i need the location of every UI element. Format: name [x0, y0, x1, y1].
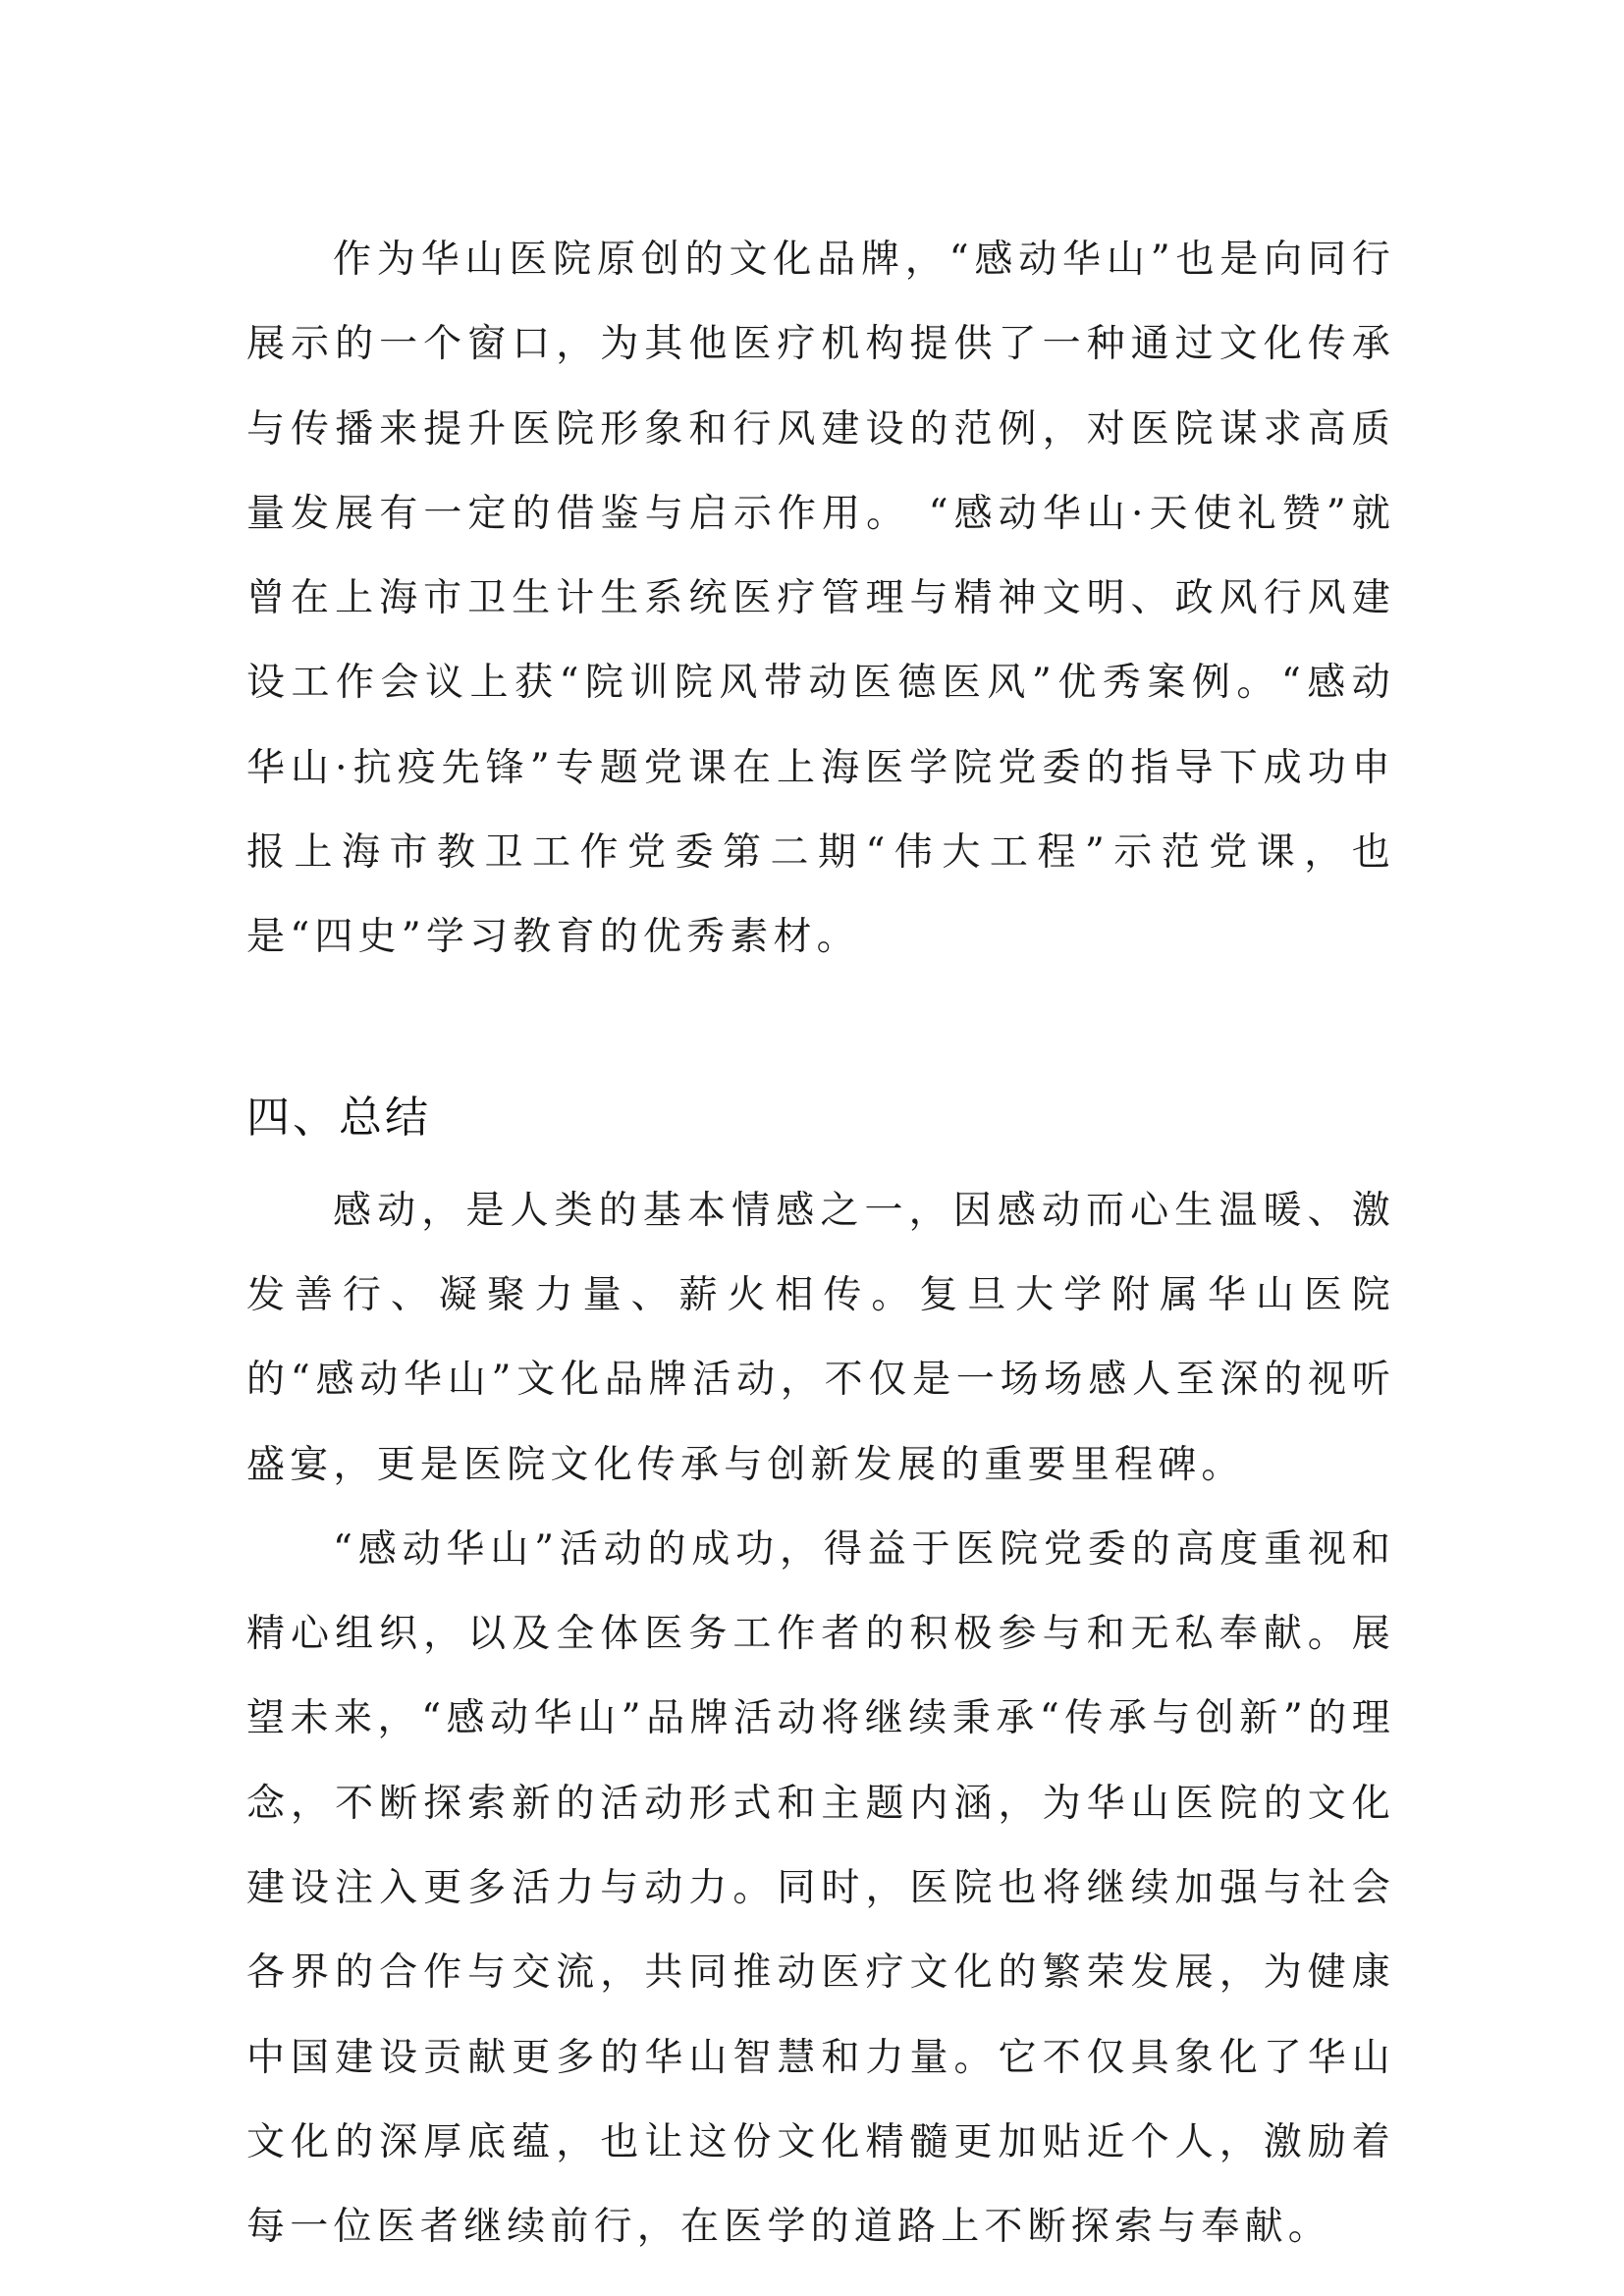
section-spacer: [246, 981, 1395, 1069]
document-body: [246, 218, 1395, 2270]
summary-paragraph-future: “感动华山”活动的成功，得益于医院党委的高度重视和精心组织，以及全体医务工作者的积极参与和无私奉献。展望未来，“感动华山”品牌活动将继续秉承“传承与创新”的理念，不断探索新的活动形式和主题内涵，为华山医院的文化建设注入更多活力与动力。同时，医院也将继续加强与社会各界的合作与交流，共同推动医疗文化的繁荣发展，为健康中国建设贡献更多的华山智慧和力量。它不仅具象化了华山文化的深厚底蕴，也让这份文化精髓更加贴近个人，激励着每一位医者继续前行，在医学的道路上不断探索与奉献。: [246, 1526, 1395, 2250]
summary-paragraph-emotion: 感动，是人类的基本情感之一，因感动而心生温暖、激发善行、凝聚力量、薪火相传。复旦大学附属华山医院的“感动华山”文化品牌活动，不仅是一场场感人至深的视听盛宴，更是医院文化传承与创新发展的重要里程碑。: [246, 1188, 1395, 1487]
section-heading-summary: 四、总结: [246, 1092, 431, 1143]
body-paragraph-brand-window: 作为华山医院原创的文化品牌，“感动华山”也是向同行展示的一个窗口，为其他医疗机构提供了一种通过文化传承与传播来提升医院形象和行风建设的范例，对医院谋求高质量发展有一定的借鉴与启示作用。 “感动华山·天使礼赞”就曾在上海市卫生计生系统医疗管理与精神文明、政风行风建设工作会议上获“院训院风带动医德医风”优秀案例。“感动华山·抗疫先锋”专题党课在上海医学院党委的指导下成功申报上海市教卫工作党委第二期“伟大工程”示范党课，也是“四史”学习教育的优秀素材。: [246, 238, 1395, 960]
